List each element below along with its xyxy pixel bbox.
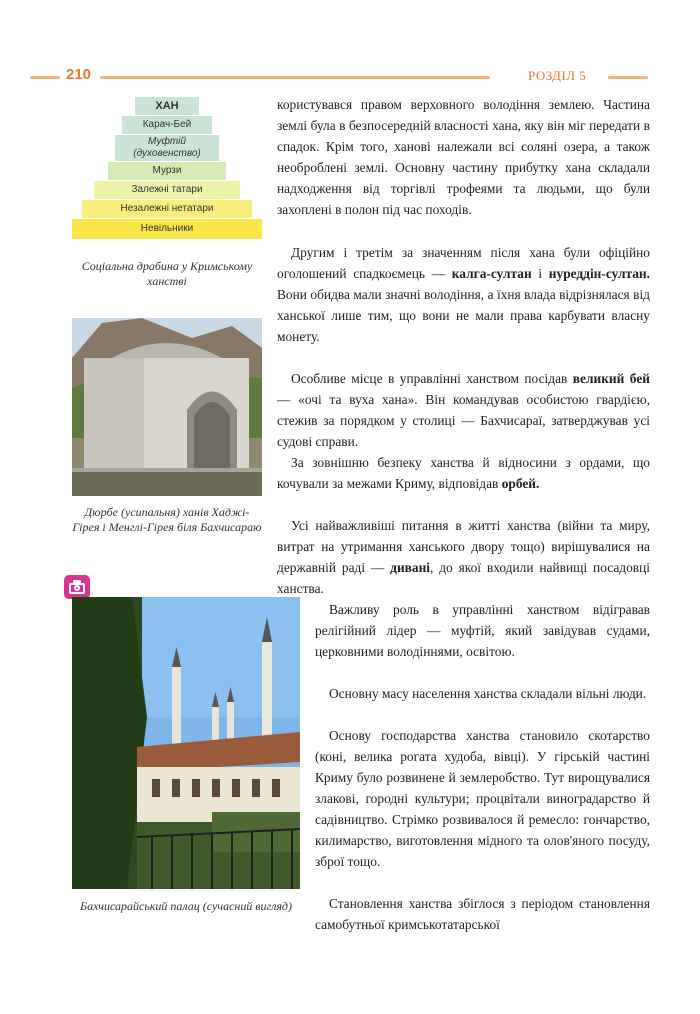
paragraph-great-bey: Особливе місце в управлінні ханством посідав великий бей — «очі та вуха хана». Він командував особистою гвардією, стежив за порядком у столиці — Бахчисараї, затверджував усі судові справи.: [277, 371, 650, 449]
header-rule-left: [30, 76, 60, 79]
paragraph-culture: Становлення ханства збіглося з періодом становлення самобутньої кримськотатарської: [315, 896, 650, 932]
social-ladder-level: Незалежні нетатари: [82, 200, 252, 218]
paragraph-orbey: За зовнішню безпеку ханства й відносини з ордами, що кочували за межами Криму, відповідав орбей.: [277, 455, 650, 491]
term-orbey: орбей.: [501, 476, 540, 491]
social-ladder-caption: Соціальна драбина у Кримському ханстві: [81, 259, 253, 288]
header-rule-middle: [100, 76, 490, 79]
page-header: [0, 66, 700, 90]
social-ladder-level: Мурзи: [108, 162, 226, 180]
paragraph-population: Основну масу населення ханства складали вільні люди.: [329, 686, 647, 701]
social-ladder-level: Залежні татари: [94, 181, 240, 199]
paragraph-mufti: Важливу роль в управлінні ханством відігравав релігійний лідер — муфтій, який завідував судами, церковними володіннями, освітою.: [315, 602, 650, 659]
term-great-bey: великий бей: [572, 371, 650, 386]
header-rule-right: [608, 76, 648, 79]
term-nureddin-sultan: нуреддін-султан.: [548, 266, 650, 281]
social-ladder-level: ХАН: [135, 97, 199, 115]
paragraph-economy: Основу господарства ханства становило скотарство (коні, велика рогата худоба, вівці). У гірській частині Криму було розвинене й землеробство. Тут вирощувалися злакові, городні культури; процвітали виноградарство й садівництво. Стрімко розвивалося й ремесло: гончарство, килимарство, виготовлення мідного та олов'яного посуду, зброї тощо.: [315, 728, 650, 869]
social-ladder-level: Муфтій (духовенство): [115, 135, 219, 161]
durbe-photo: [72, 318, 262, 496]
camera-icon: [64, 575, 90, 599]
social-ladder-diagram: [72, 97, 262, 240]
page-number: 210: [66, 66, 92, 83]
social-ladder-level: Невільники: [72, 219, 262, 239]
term-kalga-sultan: калга-султан: [451, 266, 532, 281]
section-title: РОЗДІЛ 5: [528, 68, 587, 83]
paragraph-divan: Усі найважливіші питання в житті ханства (війни та миру, витрат на утримання ханського двору тощо) вирішувалися на державній раді — дивані, до якої входили найвищі посадовці ханства.: [277, 518, 650, 596]
durbe-caption: Дюрбе (усипальня) ханів Хаджі-Гірея і Менглі-Гірея біля Бахчисараю: [72, 505, 262, 534]
term-divan: дивані: [390, 560, 431, 575]
paragraph-land-ownership: користувався правом верховного володіння землею. Частина землі була в безпосередній власності хана, яку він міг передати в спадок. Крім того, ханові належали всі соляні озера, а також необроблені землі. Основну частину прибутку хана складали надходження від торгівлі трофеями та людьми, що були захоплені в полон під час походів.: [277, 97, 650, 217]
paragraph-heirs: Другим і третім за значенням після хана були офіційно оголошений спадкоємець — калга-султан і нуреддін-султан. Вони обидва мали значні володіння, а їхня влада відрізнялася від ханської лише тим, що вони не мали права карбувати власну монету.: [277, 245, 650, 344]
palace-photo: [72, 597, 300, 889]
palace-caption: Бахчисарайський палац (сучасний вигляд): [80, 899, 292, 913]
social-ladder-level: Карач-Бей: [122, 116, 212, 134]
